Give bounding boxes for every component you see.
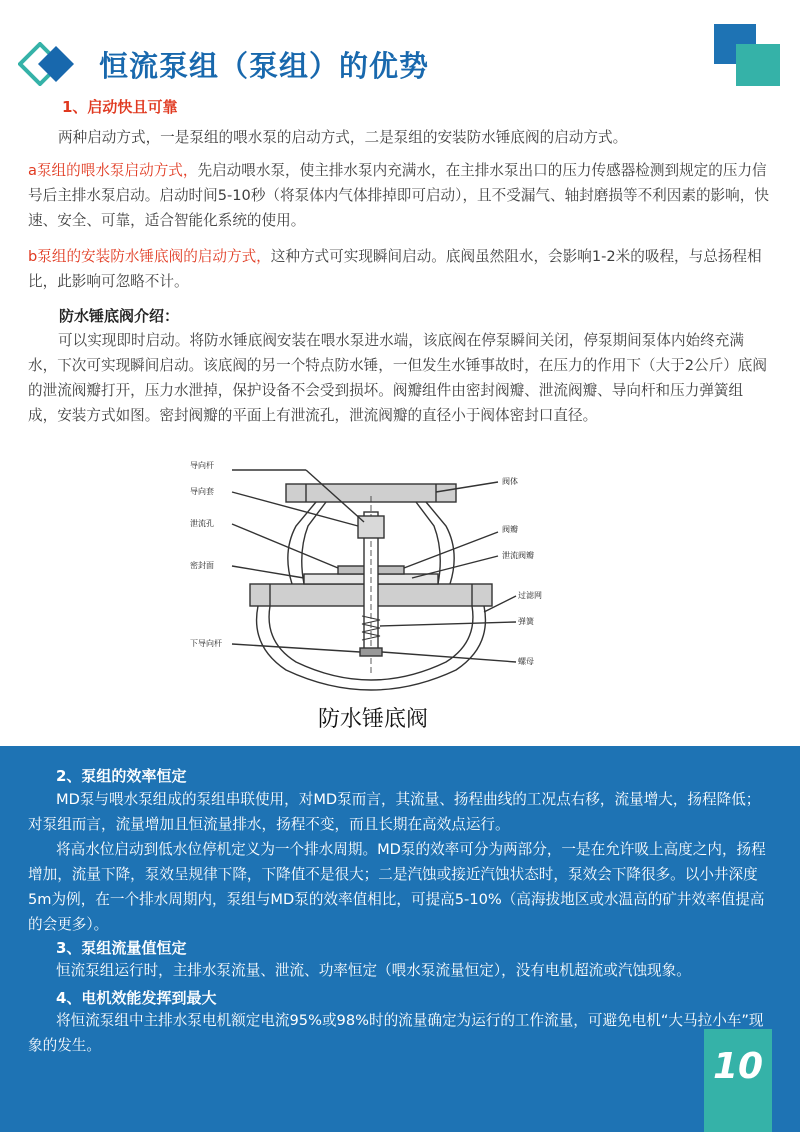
method-a-label: a泵组的喂水泵启动方式， [28,162,198,179]
method-b-text: 这种方式可实现瞬间启动。底阀虽然阻水，会影响1-2米的吸程，与总扬程相比，此影响可忽略不计。 [28,248,762,290]
foot-valve-diagram [186,456,560,736]
label-valve-body: 阀体 [502,477,518,486]
page-number: 10 [712,1046,764,1087]
section4-paragraph: 将恒流泵组中主排水泵电机额定电流95%或98%时的流量确定为运行的工作流量，可避免电机“大马拉小车”现象的发生。 [28,1012,764,1054]
figure-caption: 防水锤底阀 [317,707,429,732]
label-valve-disc: 阀瓣 [502,525,518,534]
section4-heading: 4、电机效能发挥到最大 [56,989,217,1007]
section2-paragraph-1: MD泵与喂水泵组成的泵组串联使用，对MD泵而言，其流量、扬程曲线的工况点右移，流量增大，扬程降低；对泵组而言，流量增加且恒流量排水，扬程不变，而且长期在高效点运行。 [28,791,761,833]
section3-heading: 3、泵组流量值恒定 [56,939,187,957]
logo-diamonds-icon [18,42,78,86]
section3-paragraph: 恒流泵组运行时，主排水泵流量、泄流、功率恒定（喂水泵流量恒定），没有电机超流或汽蚀现象。 [56,962,691,979]
corner-squares-icon [714,24,780,86]
label-relief-hole: 泄流孔 [190,519,214,528]
section1-b-paragraph [28,244,772,294]
label-relief-disc: 泄流阀瓣 [502,551,534,560]
section2-heading: 2、泵组的效率恒定 [56,767,187,785]
section1-a-paragraph [28,158,772,233]
method-a-text: 先启动喂水泵，使主排水泵内充满水，在主排水泵出口的压力传感器检测到规定的压力信号后主排水泵启动。启动时间5-10秒（将泵体内气体排掉即可启动），且不受漏气、轴封磨损等不利因素的影响，快速、安全、可靠，适合智能化系统的使用。 [28,162,769,229]
label-strainer: 过滤网 [518,591,542,600]
label-lower-guide-rod: 下导向杆 [190,639,222,648]
section2-paragraph-2: 将高水位启动到低水位停机定义为一个排水周期。MD泵的效率可分为两部分，一是在允许吸上高度之内，扬程增加，流量下降，泵效呈规律下降，下降值不是很大；二是汽蚀或接近汽蚀状态时，泵效会下降很多。以小井深度5m为例，在一个排水周期内，泵组与MD泵的效率值相比，可提高5-10%（高海拔地区或水温高的矿井效率值提高的会更多）。 [28,841,766,933]
method-b-label: b泵组的安装防水锤底阀的启动方式， [28,248,271,265]
section1-heading: 1、启动快且可靠 [62,98,178,116]
valve-heading: 防水锤底阀介绍： [59,307,180,325]
section1-intro: 两种启动方式，一是泵组的喂水泵的启动方式，二是泵组的安装防水锤底阀的启动方式。 [58,129,628,146]
label-guide-rod: 导向杆 [190,461,214,470]
label-seal-face: 密封面 [190,561,214,570]
label-nut: 螺母 [518,657,534,666]
page-title: 恒流泵组（泵组）的优势 [99,49,430,83]
label-spring: 弹簧 [518,617,534,626]
label-guide-sleeve: 导向套 [190,487,214,496]
valve-description: 可以实现即时启动。将防水锤底阀安装在喂水泵进水端，该底阀在停泵瞬间关闭，停泵期间泵体内始终充满水，下次可实现瞬间启动。该底阀的另一个特点防水锤，一但发生水锤事故时，在压力的作用下（大于2公斤）底阀的泄流阀瓣打开，压力水泄掉，保护设备不会受到损坏。阀瓣组件由密封阀瓣、泄流阀瓣、导向杆和压力弹簧组成，安装方式如图。密封阀瓣的平面上有泄流孔，泄流阀瓣的直径小于阀体密封口直径。 [28,332,767,424]
